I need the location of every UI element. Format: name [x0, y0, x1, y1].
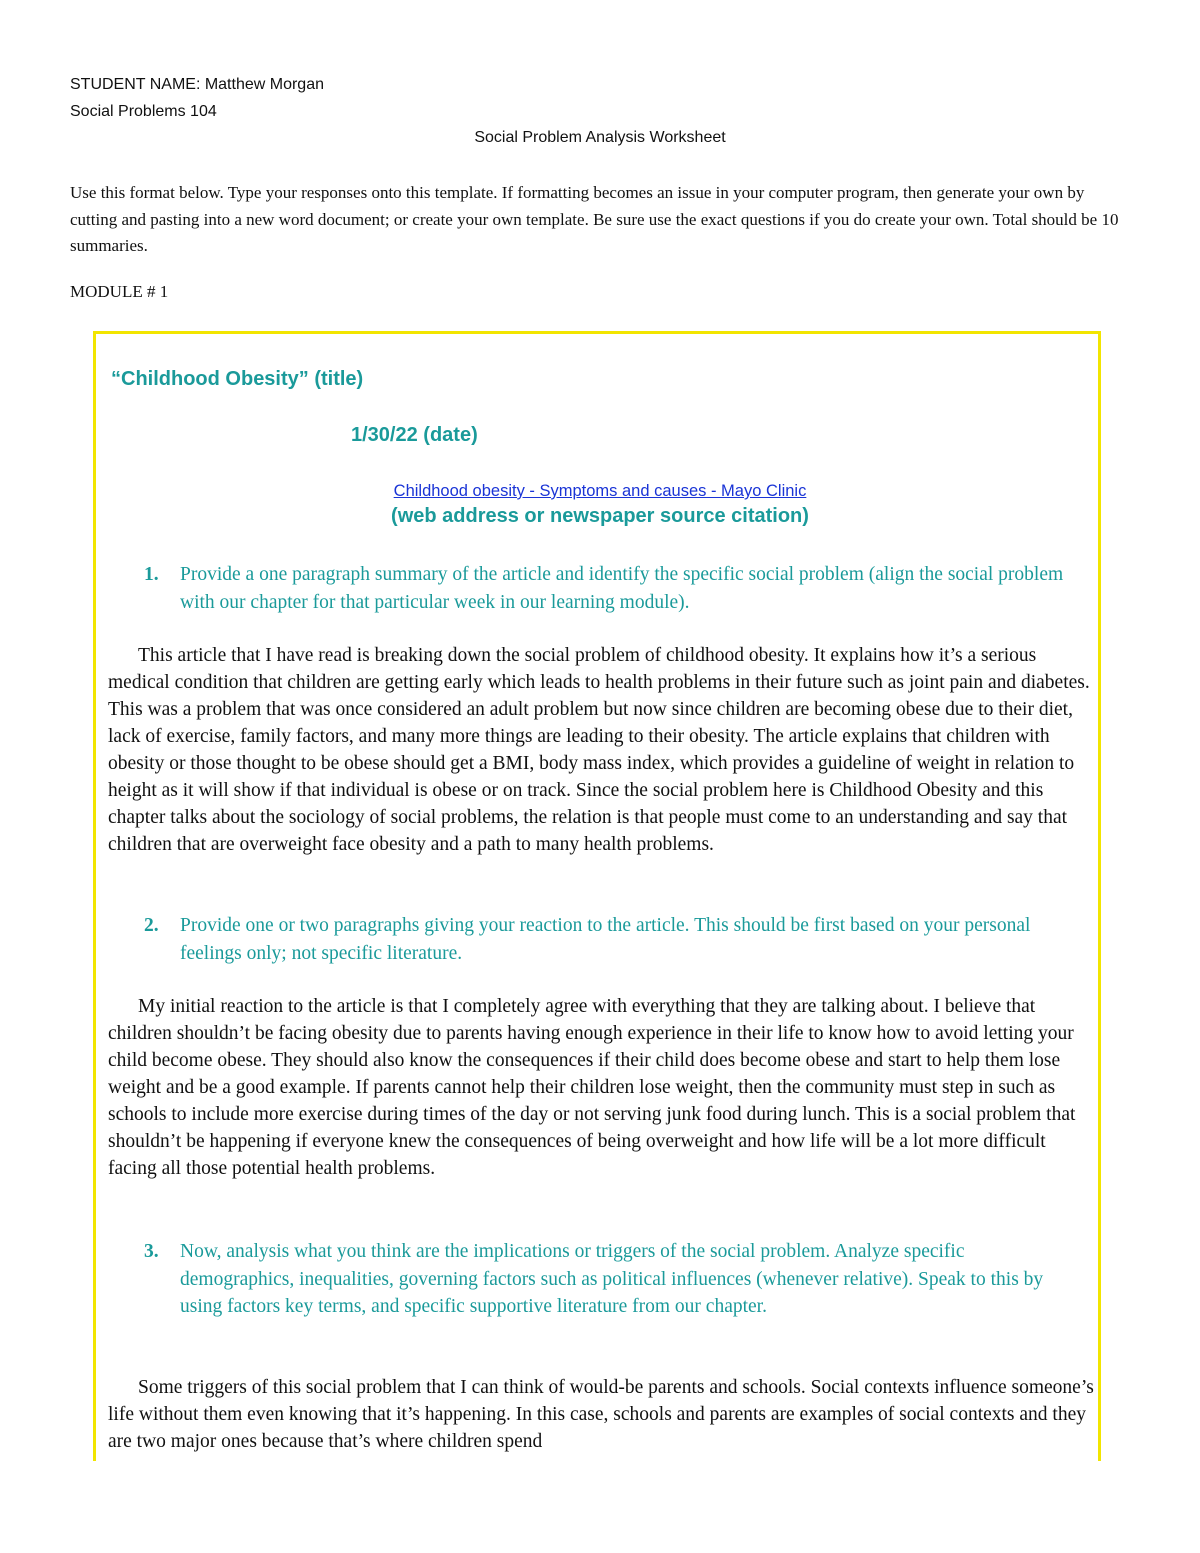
question-text: Provide a one paragraph summary of the article and identify the specific social problem (align the social problem with our chapter for that particular week in our learning module).	[180, 564, 1064, 613]
answer-3: Some triggers of this social problem that I can think of would-be parents and schools. Social contexts influence someone’s life without them even knowing that it’s happening. In this case, schools and parents are examples of social contexts and they are two major ones because that’s where children spend	[108, 1377, 1094, 1452]
answer-2: My initial reaction to the article is that I completely agree with everything that they are talking about. I believe that children shouldn’t be facing obesity due to parents having enough experience in their life to know how to avoid letting your child become obese. They should also know the consequences if their child does become obese and start to help them lose weight and be a good example. If parents cannot help their children lose weight, then the community must step in such as schools to include more exercise during times of the day or not serving junk food during lunch. This is a social problem that shouldn’t be happening if everyone knew the consequences of being overweight and how life will be a lot more difficult facing all those potential health problems.	[108, 996, 1076, 1179]
question-1	[144, 561, 1064, 616]
instructions-paragraph: Use this format below. Type your responses onto this template. If formatting becomes an issue in your computer program, then generate your own by cutting and pasting into a new word document; or create your own template. Be sure use the exact questions if you do create your own. Total should be 10 summaries.	[70, 183, 1119, 255]
question-2	[144, 912, 1064, 967]
question-number: 3.	[144, 1241, 159, 1262]
question-number: 1.	[144, 564, 159, 585]
article-title: “Childhood Obesity” (title)	[111, 368, 364, 390]
module-label: MODULE # 1	[70, 282, 169, 301]
question-number: 2.	[144, 915, 159, 936]
question-text: Now, analysis what you think are the implications or triggers of the social problem. Analyze specific demographics, inequalities, governing factors such as political influences (whenever relative). Speak to this by using factors key terms, and specific supportive literature from our chapter.	[180, 1241, 1044, 1317]
article-date: 1/30/22 (date)	[351, 424, 478, 446]
question-3	[144, 1238, 1064, 1321]
answer-1: This article that I have read is breaking down the social problem of childhood obesity. It explains how it’s a serious medical condition that children are getting early which leads to health problems in their future such as joint pain and diabetes. This was a problem that was once considered an adult problem but now since children are becoming obese due to their diet, lack of exercise, family factors, and many more things are leading to their obesity. The article explains that children with obesity or those thought to be obese should get a BMI, body mass index, which provides a guideline of weight in relation to height as it will show if that individual is obese or on track. Since the social problem here is Childhood Obesity and this chapter talks about the sociology of social problems, the relation is that people must come to an understanding and say that children that are overweight face obesity and a path to many health problems.	[108, 645, 1090, 855]
question-text: Provide one or two paragraphs giving your reaction to the article. This should be first based on your personal feelings only; not specific literature.	[180, 915, 1031, 964]
source-link[interactable]: Childhood obesity - Symptoms and causes - Mayo Clinic	[393, 482, 807, 500]
course-name: Social Problems 104	[70, 103, 217, 120]
source-caption: (web address or newspaper source citation)	[391, 505, 809, 527]
article-summary-box	[93, 331, 1101, 1461]
student-name: STUDENT NAME: Matthew Morgan	[70, 76, 324, 93]
worksheet-title: Social Problem Analysis Worksheet	[474, 129, 726, 146]
